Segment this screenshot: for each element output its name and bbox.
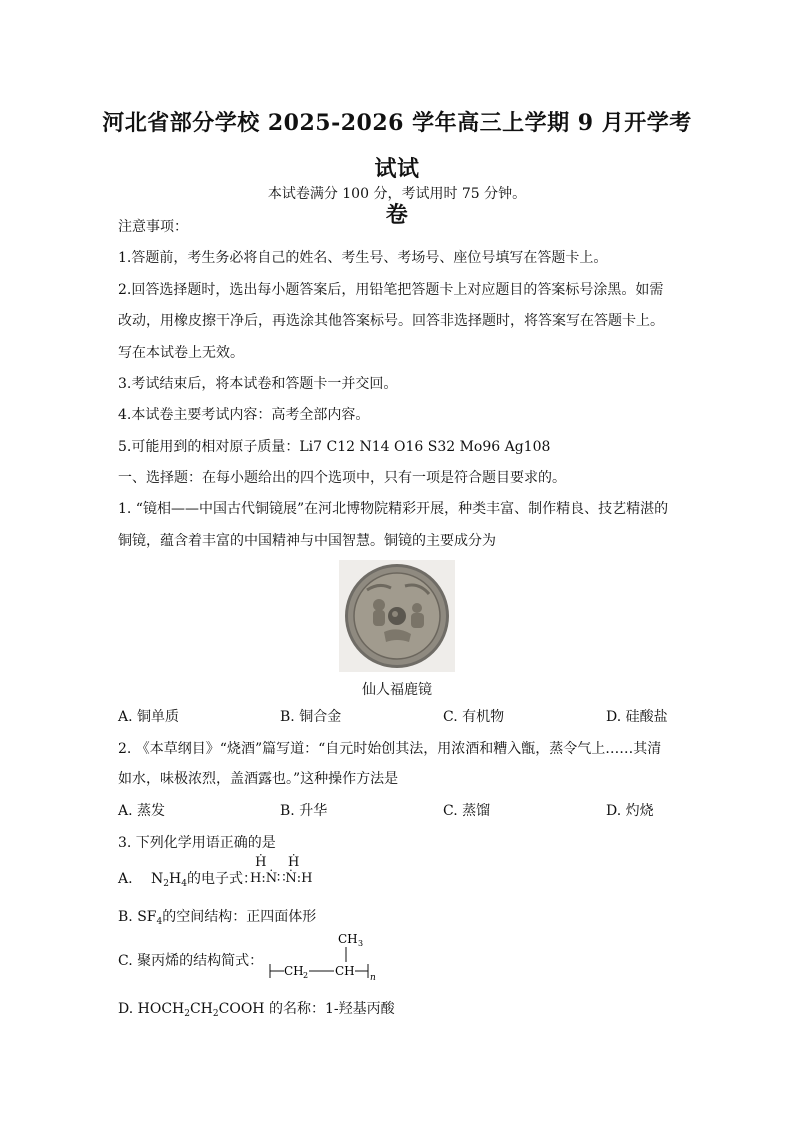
q3-option-b-text: 的空间结构：正四面体形 xyxy=(162,909,317,925)
q2-option-d[interactable]: D. 灼烧 xyxy=(606,803,654,819)
q1-option-d[interactable]: D. 硅酸盐 xyxy=(606,709,668,725)
question-3-stem: 3. 下列化学用语正确的是 xyxy=(118,835,276,851)
hydrazine-electron-formula: Ḣ Ḣ H:Ṅ∷Ṅ:H xyxy=(250,855,313,886)
page-title xyxy=(100,100,694,238)
q3-option-d-text: 的名称：1-羟基丙酸 xyxy=(268,1001,395,1017)
svg-text:n: n xyxy=(370,973,376,983)
question-2-stem-1: 2. 《本草纲目》“烧酒”篇写道：“自元时始创其法，用浓酒和糟入甑，蒸令气上……其清 xyxy=(118,741,662,757)
q3-option-a-text: 的电子式： xyxy=(186,871,257,887)
note-5: 5.可能用到的相对原子质量：Li7 C12 N14 O16 S32 Mo96 Ag108 xyxy=(118,439,551,455)
q3-option-c[interactable]: C. 聚丙烯的结构简式： xyxy=(118,953,264,969)
q1-option-c[interactable]: C. 有机物 xyxy=(443,709,505,725)
svg-text:CH: CH xyxy=(335,964,355,978)
q2-option-c[interactable]: C. 蒸馏 xyxy=(443,803,491,819)
image-caption: 仙人福鹿镜 xyxy=(362,682,432,698)
note-3: 3.考试结束后，将本试卷和答题卡一并交回。 xyxy=(118,376,398,392)
note-2-line-2: 改动，用橡皮擦干净后，再选涂其他答案标号。回答非选择题时，将答案写在答题卡上。 xyxy=(118,313,664,329)
svg-text:CH: CH xyxy=(284,964,304,978)
note-4: 4.本试卷主要考试内容：高考全部内容。 xyxy=(118,407,370,423)
q2-option-a[interactable]: A. 蒸发 xyxy=(118,803,166,819)
title-line-1: 河北省部分学校 2025-2026 学年高三上学期 9 月开学考试试 xyxy=(102,110,692,182)
q2-option-b[interactable]: B. 升华 xyxy=(280,803,328,819)
question-1-stem-1: 1. “镜相——中国古代铜镜展”在河北博物院精彩开展，种类丰富、制作精良、技艺精湛的 xyxy=(118,501,669,517)
note-1: 1.答题前，考生务必将自己的姓名、考生号、考场号、座位号填写在答题卡上。 xyxy=(118,250,608,266)
bronze-mirror-image xyxy=(339,560,455,672)
q3-option-b[interactable]: B. $SF_4$的空间结构：正四面体形 xyxy=(118,909,317,927)
q1-option-b[interactable]: B. 铜合金 xyxy=(280,709,342,725)
svg-text:2: 2 xyxy=(303,971,309,980)
svg-text:CH: CH xyxy=(338,932,358,946)
question-1-stem-2: 铜镜，蕴含着丰富的中国精神与中国智慧。铜镜的主要成分为 xyxy=(118,533,496,549)
note-2-line-3: 写在本试卷上无效。 xyxy=(118,345,244,361)
section-heading: 一、选择题：在每小题给出的四个选项中，只有一项是符合题目要求的。 xyxy=(118,470,566,486)
title-line-2: 卷 xyxy=(385,202,409,228)
question-2-stem-2: 如水，味极浓烈，盖酒露也。”这种操作方法是 xyxy=(118,771,399,787)
q3-option-a[interactable]: A. $N_2H_4$的电子式： xyxy=(118,871,257,889)
q1-option-a[interactable]: A. 铜单质 xyxy=(118,709,180,725)
note-2-line-1: 2.回答选择题时，选出每小题答案后，用铅笔把答题卡上对应题目的答案标号涂黑。如需 xyxy=(118,282,664,298)
svg-text:3: 3 xyxy=(358,939,364,948)
notes-heading: 注意事项： xyxy=(118,219,188,235)
exam-subtitle: 本试卷满分 100 分，考试用时 75 分钟。 xyxy=(267,186,527,202)
q3-option-d[interactable]: D. $HOCH_2CH_2COOH$ 的名称：1-羟基丙酸 xyxy=(118,1001,395,1019)
q3-option-a-label: A. xyxy=(118,871,133,887)
polypropylene-structure xyxy=(268,930,388,986)
